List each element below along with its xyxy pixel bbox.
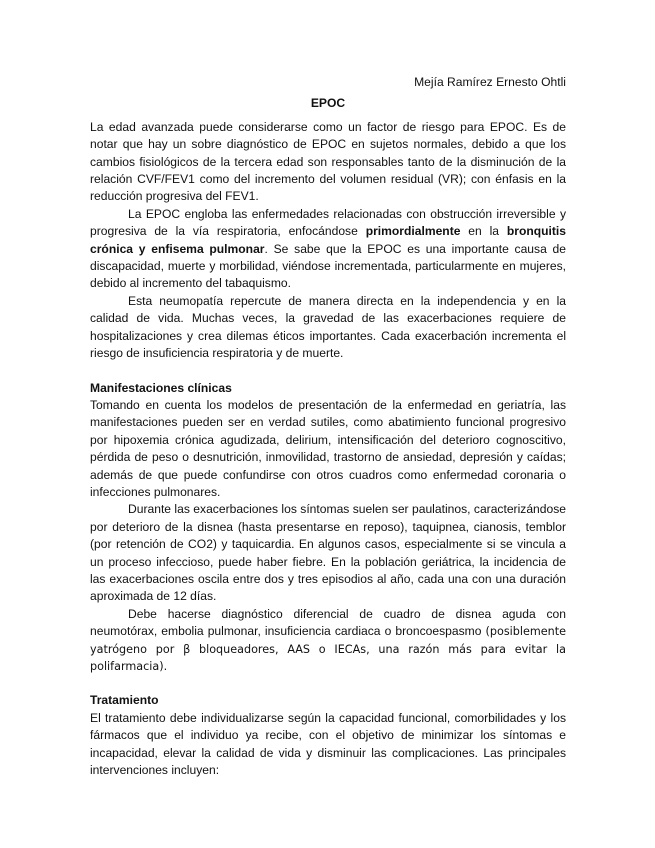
document-title: EPOC	[310, 96, 346, 111]
tratamiento-heading: Tratamiento	[90, 693, 159, 708]
manifestaciones-p3-text-b: (posiblemente yatrógeno por β bloqueadores, AAS o IECAs, una razón más para evitar la polifarmacia).	[90, 625, 566, 673]
intro-p2-bold-bronquitis: bronquitis crónica y enfisema pulmonar	[90, 224, 566, 256]
intro-paragraph-2	[90, 206, 566, 293]
intro-paragraph-1: La edad avanzada puede considerarse como un factor de riesgo para EPOC. Es de notar que hay un sobre diagnóstico de EPOC en sujetos normales, debido a que los cambios fisiológicos de la tercera edad son responsables tanto de la disminución de la relación CVF/FEV1 como del incremento del volumen residual (VR); con énfasis en la reducción progresiva del FEV1.	[90, 119, 566, 204]
manifestaciones-heading: Manifestaciones clínicas	[90, 380, 232, 395]
intro-p2-text-b: en la	[460, 224, 507, 239]
author-name: Mejía Ramírez Ernesto Ohtli	[414, 75, 566, 89]
document-page	[90, 74, 566, 779]
intro-p2-text-c: . Se sabe que la EPOC es una importante causa de discapacidad, muerte y morbilidad, viéndose incrementada, particularmente en mujeres, debido al incremento del tabaquismo.	[90, 241, 567, 291]
intro-paragraph-3: Esta neumopatía repercute de manera directa en la independencia y en la calidad de vida. Muchas veces, la gravedad de las exacerbaciones requiere de hospitalizaciones y crea dilemas éticos importantes. Cada exacerbación incrementa el riesgo de insuficiencia respiratoria y de muerte.	[90, 293, 566, 361]
intro-p2-bold-primordialmente: primordialmente	[365, 224, 461, 239]
manifestaciones-paragraph-3	[90, 606, 566, 676]
manifestaciones-p3-text-a: Debe hacerse diagnóstico diferencial de cuadro de disnea aguda con neumotórax, embolia pulmonar, insuficiencia cardiaca o broncoespasmo	[90, 606, 566, 639]
manifestaciones-paragraph-2: Durante las exacerbaciones los síntomas suelen ser paulatinos, caracterizándose por deterioro de la disnea (hasta presentarse en reposo), taquipnea, cianosis, temblor (por retención de CO2) y taquicardia. En algunos casos, especialmente si se vincula a un proceso infeccioso, puede haber fiebre. En la población geriátrica, la incidencia de las exacerbaciones oscila entre dos y tres episodios al año, cada una con una duración aproximada de 12 días.	[90, 502, 566, 604]
manifestaciones-paragraph-1: Tomando en cuenta los modelos de presentación de la enfermedad en geriatría, las manifestaciones pueden ser en verdad sutiles, como abatimiento funcional progresivo por hipoxemia crónica agudizada, delirium, intensificación del deterioro cognoscitivo, pérdida de peso o desnutrición, inmovilidad, trastorno de ansiedad, depresión y caídas; además de que puede confundirse con otros cuadros como enfermedad coronaria o infecciones pulmonares.	[90, 397, 566, 499]
tratamiento-paragraph-1: El tratamiento debe individualizarse según la capacidad funcional, comorbilidades y los fármacos que el individuo ya recibe, con el objetivo de minimizar los síntomas e incapacidad, elevar la calidad de vida y disminuir las complicaciones. Las principales intervenciones incluyen:	[90, 710, 566, 778]
intro-p2-text-a: La EPOC engloba las enfermedades relacionadas con obstrucción irreversible y progresiva de la vía respiratoria, enfocándose	[90, 206, 566, 239]
